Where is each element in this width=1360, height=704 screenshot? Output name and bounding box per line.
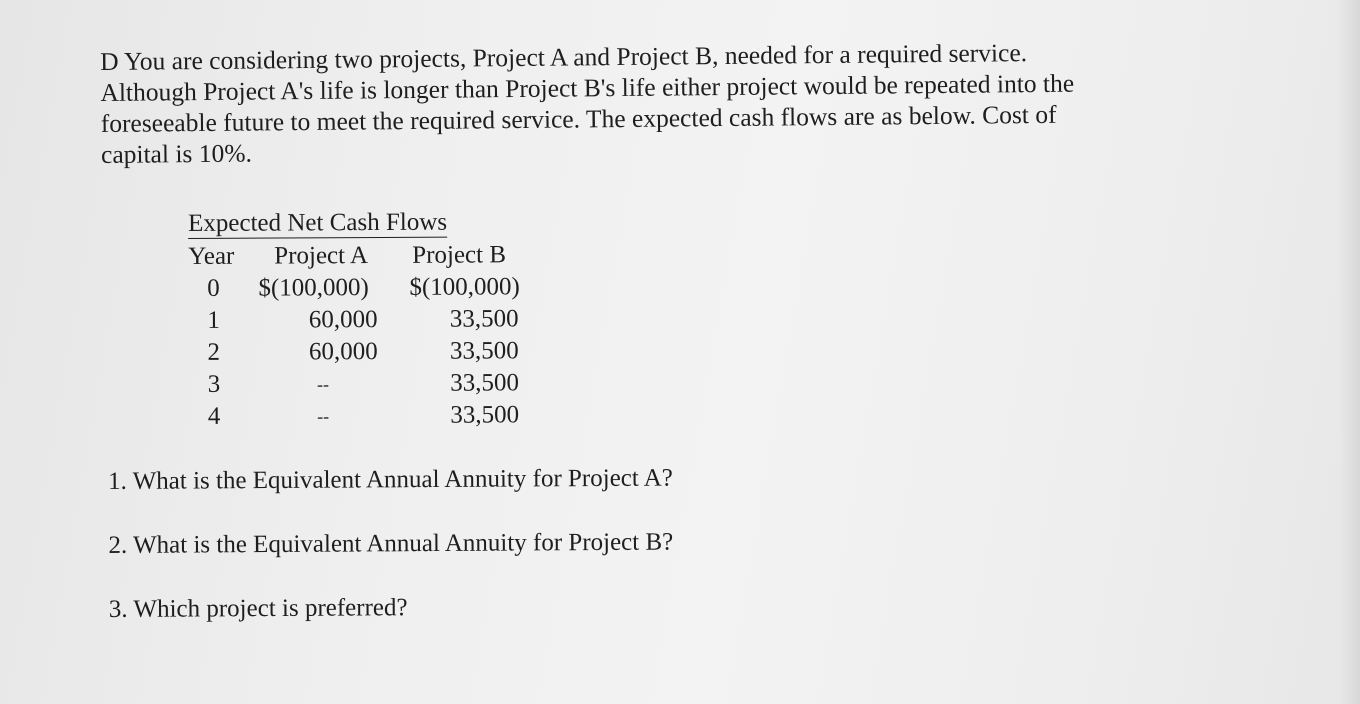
question-item: 2. What is the Equivalent Annual Annuity for Project B?: [108, 528, 674, 559]
cell-project-a: 60,000: [308, 306, 378, 334]
cell-year: 3: [207, 370, 221, 398]
cell-project-a: 60,000: [308, 338, 378, 366]
cell-year: 0: [207, 274, 220, 302]
page-edge-shadow: [1338, 0, 1360, 704]
problem-statement-line: foreseeable future to meet the required service. The expected cash flows are as below. Cost of: [100, 99, 1057, 138]
table-row: [189, 304, 519, 337]
problem-statement-line: capital is 10%.: [100, 138, 253, 169]
problem-statement-line: Although Project A's life is longer than Project B's life either project would be repeated into the: [100, 68, 1075, 107]
question-list: [108, 463, 674, 658]
problem-statement: [100, 35, 1211, 170]
cell-year: 2: [207, 338, 221, 366]
table-row: [189, 336, 519, 369]
cash-flow-table: [188, 207, 520, 433]
cell-project-b: 33,500: [450, 369, 519, 397]
header-project-a: Project A: [274, 242, 369, 270]
question-item: 3. Which project is preferred?: [108, 594, 408, 623]
cell-project-b: 33,500: [450, 401, 520, 429]
problem-statement-line: D You are considering two projects, Project A and Project B, needed for a required service.: [100, 38, 1028, 76]
table-title: Expected Net Cash Flows: [188, 208, 448, 237]
cell-year: 4: [207, 402, 221, 430]
cell-project-b: $(100,000): [409, 273, 520, 301]
table-row: [189, 400, 520, 433]
cell-year: 1: [207, 306, 220, 334]
question-item: 1. What is the Equivalent Annual Annuity for Project A?: [108, 464, 673, 495]
cell-project-a: --: [316, 374, 329, 395]
cell-project-a: $(100,000): [258, 274, 369, 302]
table-header-row: [188, 240, 507, 273]
table-row: [189, 368, 519, 401]
cell-project-b: 33,500: [449, 305, 519, 333]
cell-project-b: 33,500: [449, 337, 519, 365]
header-year: Year: [188, 242, 235, 270]
cell-project-a: --: [317, 406, 330, 427]
table-row: [188, 272, 520, 305]
header-project-b: Project B: [412, 241, 507, 269]
